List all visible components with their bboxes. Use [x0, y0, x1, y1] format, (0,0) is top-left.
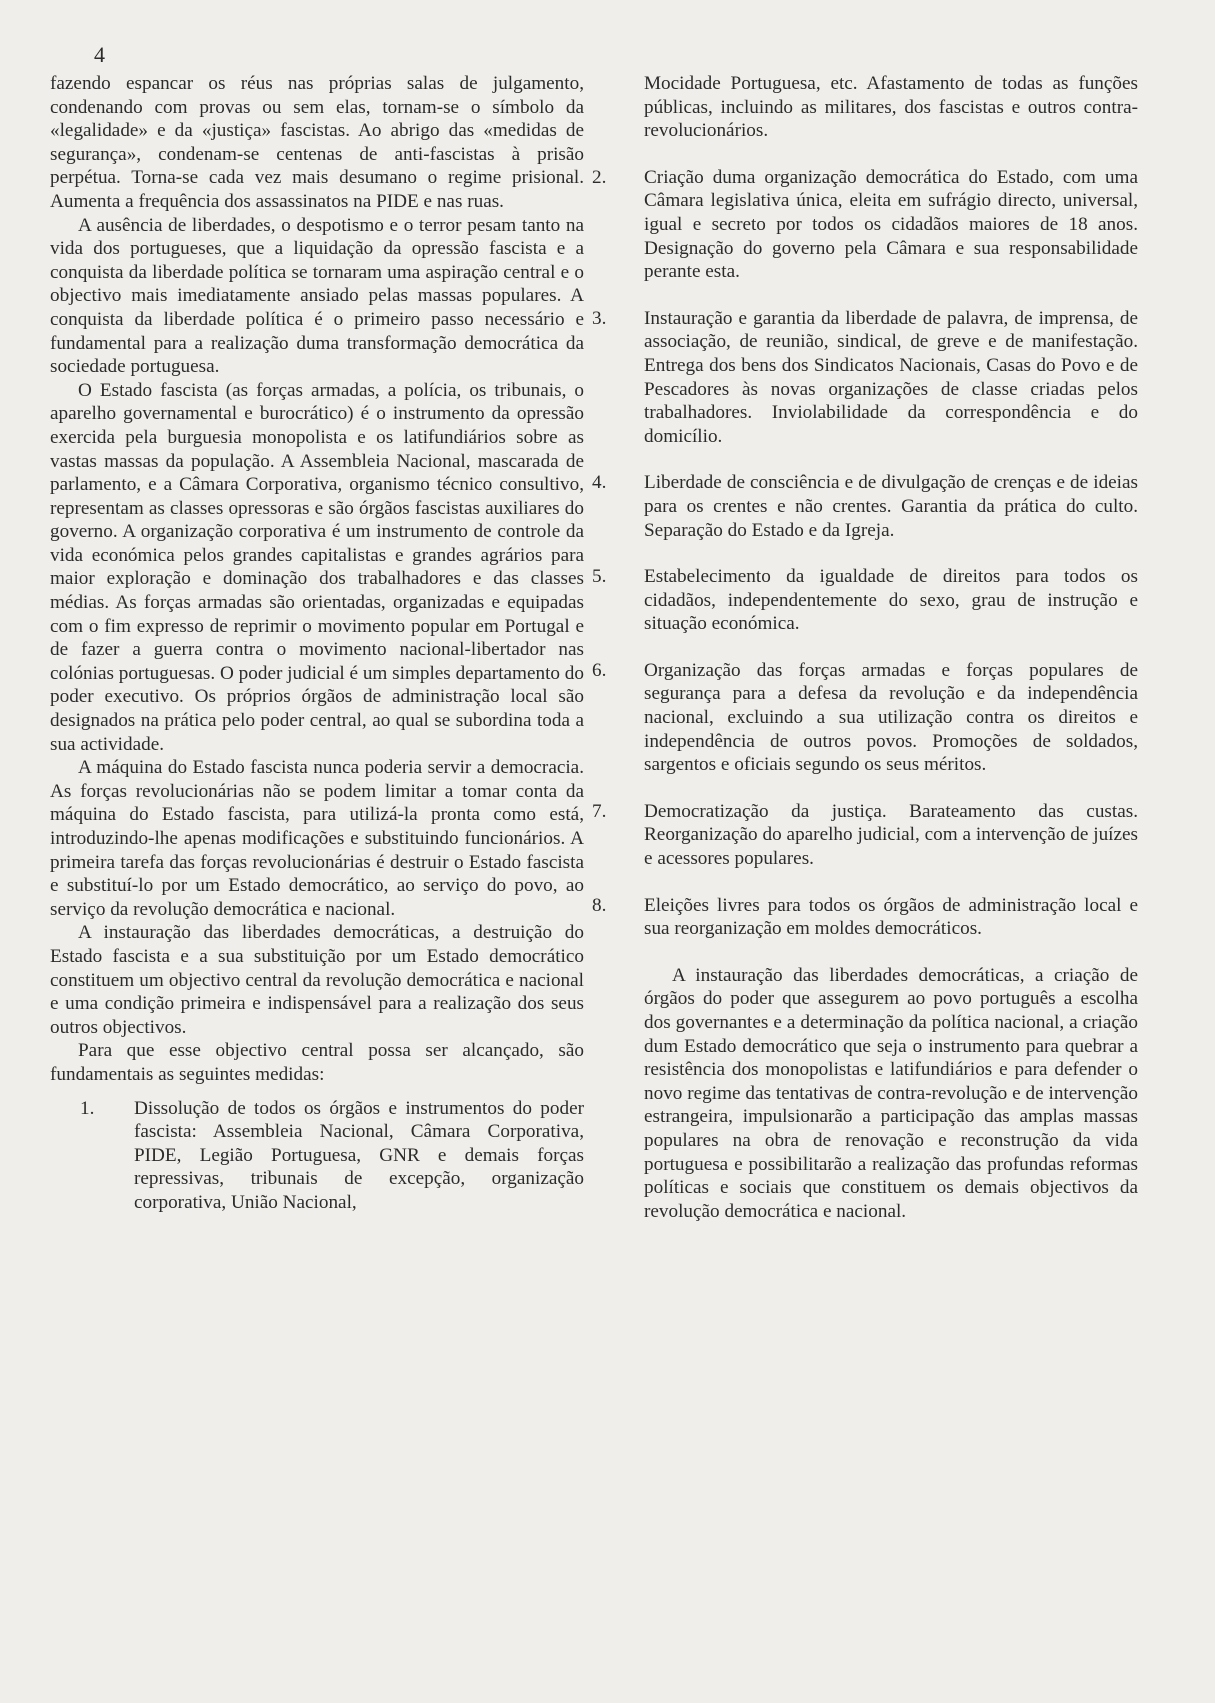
page-number: 4: [94, 42, 105, 67]
list-item-text: Organização das forças armadas e forças populares de segurança para a defesa da revolução e da independência nacional, excluindo a sua utilização contra os direitos e independência de outros povos. Promoções de soldados, sargentos e oficiais segundo os seus méritos.: [644, 659, 1138, 776]
list-item-6: [592, 659, 1138, 777]
list-item-number: 4.: [592, 472, 607, 494]
list-item-text: Liberdade de consciência e de divulgação de crenças e de ideias para os crentes e não crentes. Garantia da prática do culto. Separação do Estado e da Igreja.: [644, 472, 1138, 541]
list-item-text: Dissolução de todos os órgãos e instrumentos do poder fascista: Assembleia Nacional, Câmara Corporativa, PIDE, Legião Portuguesa, GNR e demais forças repressivas, tribunais de excepção, organização corporativa, União Nacional,: [134, 1097, 584, 1213]
list-item-8: [592, 894, 1138, 941]
left-column: [50, 72, 584, 1215]
list-item-7: [592, 800, 1138, 871]
list-item-4: [592, 471, 1138, 542]
list-item-number: 1.: [80, 1097, 95, 1119]
list-item-text: Criação duma organização democrática do Estado, com uma Câmara legislativa única, eleita em sufrágio directo, universal, igual e secreto por todos os cidadãos maiores de 18 anos. Designação do governo pela Câmara e sua responsabilidade perante esta.: [644, 166, 1138, 283]
list-item-number: 7.: [592, 800, 607, 822]
list-item-text: Instauração e garantia da liberdade de palavra, de imprensa, de associação, de reunião, sindical, de greve e de manifestação. Entrega dos bens dos Sindicatos Nacionais, Casas do Povo e de Pescadores às novas organizações de classe criadas pelos trabalhadores. Inviolabilidade da correspondência e do domicílio.: [644, 307, 1138, 447]
list-item-text: Democratização da justiça. Barateamento das custas. Reorganização do aparelho judicial, com a intervenção de juízes e acessores populares.: [644, 800, 1138, 870]
right-column: [592, 72, 1138, 1223]
list-item-number: 8.: [592, 894, 607, 916]
list-item-2: [592, 166, 1138, 284]
list-item-text: Eleições livres para todos os órgãos de administração local e sua reorganização em moldes democráticos.: [644, 894, 1138, 940]
list-item-5: [592, 565, 1138, 636]
paragraph: A máquina do Estado fascista nunca poderia servir a democracia. As forças revolucionárias não se podem limitar a tomar conta da máquina do Estado fascista, para utilizá-la pronta como está, introduzindo-lhe apenas modificações e substituindo funcionários. A primeira tarefa das forças revolucionárias é destruir o Estado fascista e substituí-lo por um Estado democrático, ao serviço do povo, ao serviço da revolução democrática e nacional.: [50, 757, 584, 920]
list-item-1: [50, 1097, 584, 1215]
paragraph: O Estado fascista (as forças armadas, a polícia, os tribunais, o aparelho governamental e burocrático) é o instrumento da opressão exercida pela burguesia monopolista e os latifundiários sobre as vastas massas da população. A Assembleia Nacional, mascarada de parlamento, e a Câmara Corporativa, organismo técnico consultivo, representam as classes opressoras e são órgãos fascistas auxiliares do governo. A organização corporativa é um instrumento de controle da vida económica pelos grandes capitalistas e grandes agrários para maior exploração e dominação dos trabalhadores e das classes médias. As forças armadas são orientadas, organizadas e equipadas com o fim expresso de reprimir o movimento popular em Portugal e de fazer a guerra contra o movimento nacional-libertador nas colónias portuguesas. O poder judicial é um simples departamento do poder executivo. Os próprios órgãos de administração local são designados na prática pelo poder central, ao qual se subordina toda a sua actividade.: [50, 379, 584, 755]
list-item-number: 6.: [592, 659, 607, 681]
paragraph: A ausência de liberdades, o despotismo e o terror pesam tanto na vida dos portugueses, que a liquidação da opressão fascista e a conquista da liberdade política se tornaram uma aspiração central e o objectivo mais imediatamente ansiado pelas massas populares. A conquista da liberdade política é o primeiro passo necessário e fundamental para a realização duma transformação democrática da sociedade portuguesa.: [50, 214, 584, 378]
list-item-number: 2.: [592, 166, 607, 188]
list-item-number: 3.: [592, 307, 607, 329]
paragraph: fazendo espancar os réus nas próprias salas de julgamento, condenando com provas ou sem elas, tornam-se o símbolo da «legalidade» e da «justiça» fascistas. Ao abrigo das «medidas de segurança», condenam-se centenas de anti-fascistas à prisão perpétua. Torna-se cada vez mais desumano o regime prisional. Aumenta a frequência dos assassinatos na PIDE e nas ruas.: [50, 73, 584, 212]
closing-paragraph: A instauração das liberdades democráticas, a criação de órgãos do poder que assegurem ao povo português a escolha dos governantes e a determinação da política nacional, a criação dum Estado democrático que seja o instrumento para quebrar a resistência dos monopolistas e latifundiários e para defender o novo regime das tentativas de contra-revolução e de intervenção estrangeira, impulsionarão a participação das amplas massas populares na obra de renovação e reconstrução da vida portuguesa e possibilitarão a realização das profundas reformas políticas e sociais que constituem os demais objectivos da revolução democrática e nacional.: [644, 964, 1138, 1222]
list-item-text: Estabelecimento da igualdade de direitos para todos os cidadãos, independentemente do sexo, grau de instrução e situação económica.: [644, 566, 1138, 635]
paragraph: A instauração das liberdades democráticas, a destruição do Estado fascista e a sua substituição por um Estado democrático constituem um objectivo central da revolução democrática e nacional e uma condição primeira e indispensável para a realização dos seus outros objectivos.: [50, 922, 584, 1038]
item-1-continuation: Mocidade Portuguesa, etc. Afastamento de todas as funções públicas, incluindo as militares, dos fascistas e outros contra-revolucionários.: [644, 73, 1138, 142]
paragraph: Para que esse objectivo central possa ser alcançado, são fundamentais as seguintes medidas:: [50, 1040, 584, 1085]
list-item-3: [592, 307, 1138, 449]
list-item-number: 5.: [592, 566, 607, 588]
